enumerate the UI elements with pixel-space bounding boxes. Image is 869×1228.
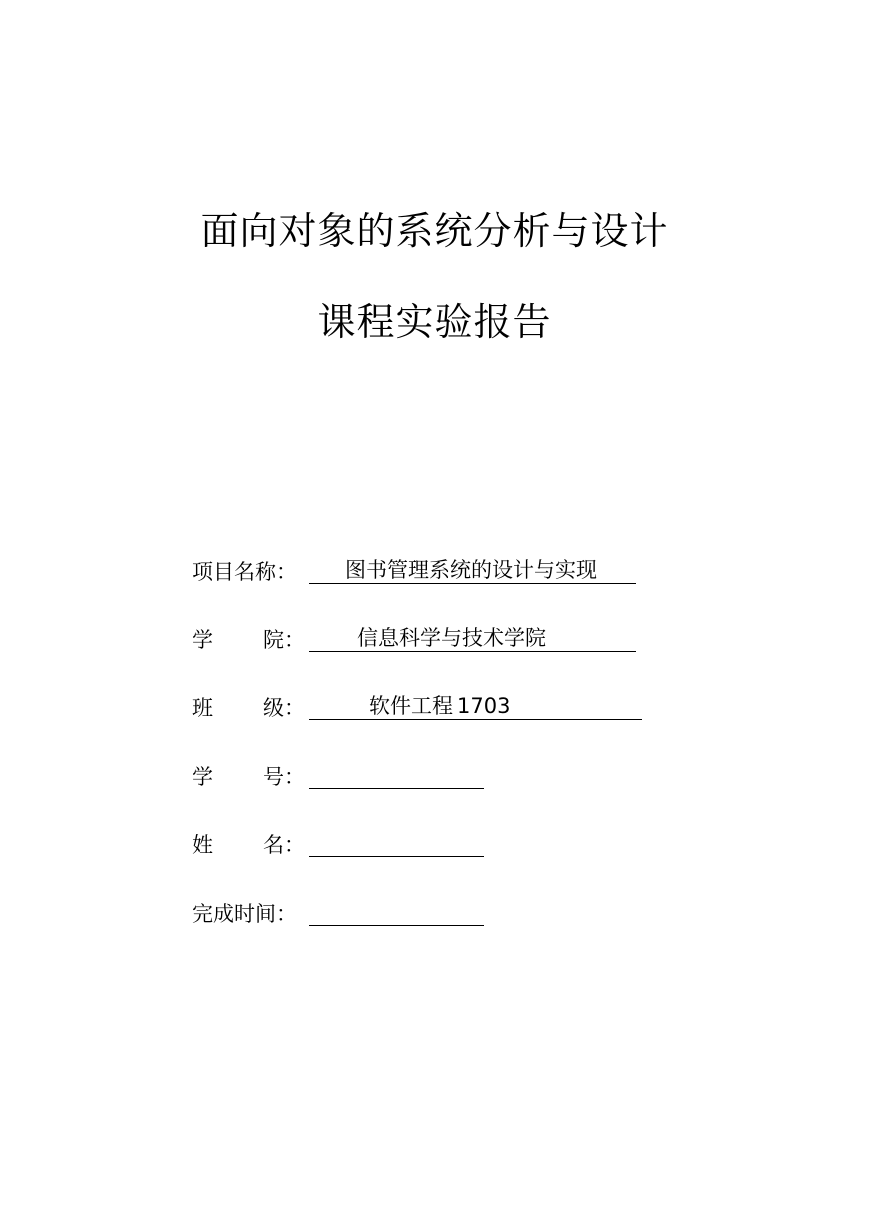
field-value-line[interactable] (309, 831, 484, 857)
field-value-line[interactable] (309, 558, 636, 584)
field-label: 学 院： (192, 628, 305, 652)
field-value-line[interactable] (309, 763, 484, 789)
report-title: 面向对象的系统分析与设计 (200, 209, 669, 253)
field-label: 学 号： (192, 765, 305, 789)
field-value: 图书管理系统的设计与实现 (345, 558, 597, 582)
report-subtitle: 课程实验报告 (317, 300, 552, 344)
field-college (192, 620, 636, 652)
field-value-line[interactable] (309, 900, 484, 926)
field-value: 信息科学与技术学院 (357, 626, 546, 650)
field-value-line[interactable] (309, 694, 642, 720)
field-label: 班 级： (192, 696, 305, 720)
field-completion-time (192, 894, 484, 926)
field-student-id (192, 757, 484, 789)
field-value-line[interactable] (309, 626, 636, 652)
field-label: 完成时间： (192, 902, 297, 926)
field-label: 项目名称： (192, 560, 297, 584)
field-name (192, 825, 484, 857)
field-project-name (192, 552, 636, 584)
field-class (192, 688, 642, 720)
field-value: 软件工程 1703 (369, 694, 511, 718)
field-label: 姓 名： (192, 833, 305, 857)
